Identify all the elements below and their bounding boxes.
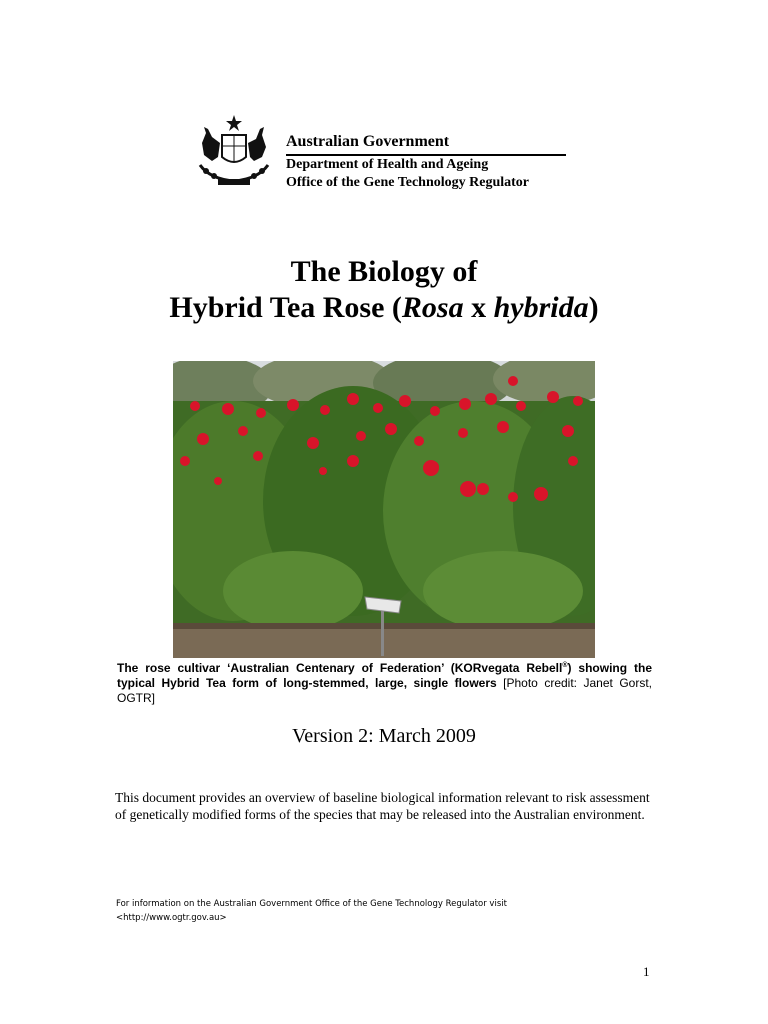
genus-name: Rosa [401, 291, 464, 324]
department-name: Department of Health and Ageing [286, 157, 489, 172]
header-divider [286, 154, 566, 156]
overview-paragraph: This document provides an overview of baseline biological information relevant to risk assessment of genetically modified forms of the species that may be released into the Australian environment. [115, 790, 650, 822]
ogtr-website-link[interactable]: <http://www.ogtr.gov.au> [116, 913, 227, 923]
version-label: Version 2: March 2009 [292, 725, 476, 747]
coat-of-arms-icon [190, 113, 278, 193]
document-title-line2: Hybrid Tea Rose (Rosa x hybrida) [169, 291, 599, 324]
government-logo-block [186, 113, 590, 198]
ogtr-info-footnote: For information on the Australian Government Office of the Gene Technology Regulator visit <http://www.ogtr.gov.au> [116, 899, 507, 923]
office-name: Office of the Gene Technology Regulator [286, 175, 530, 190]
rose-garden-photo [173, 361, 595, 658]
species-name: hybrida [493, 291, 589, 324]
government-name: Australian Government [286, 133, 450, 150]
photo-caption: The rose cultivar ‘Australian Centenary of Federation’ (KORvegata Rebell®) showing the typical Hybrid Tea form of long-stemmed, large, single flowers [Photo credit: Janet Gorst, OGTR] [117, 661, 653, 705]
page-number: 1 [643, 964, 650, 979]
document-title-line1: The Biology of [290, 255, 478, 288]
